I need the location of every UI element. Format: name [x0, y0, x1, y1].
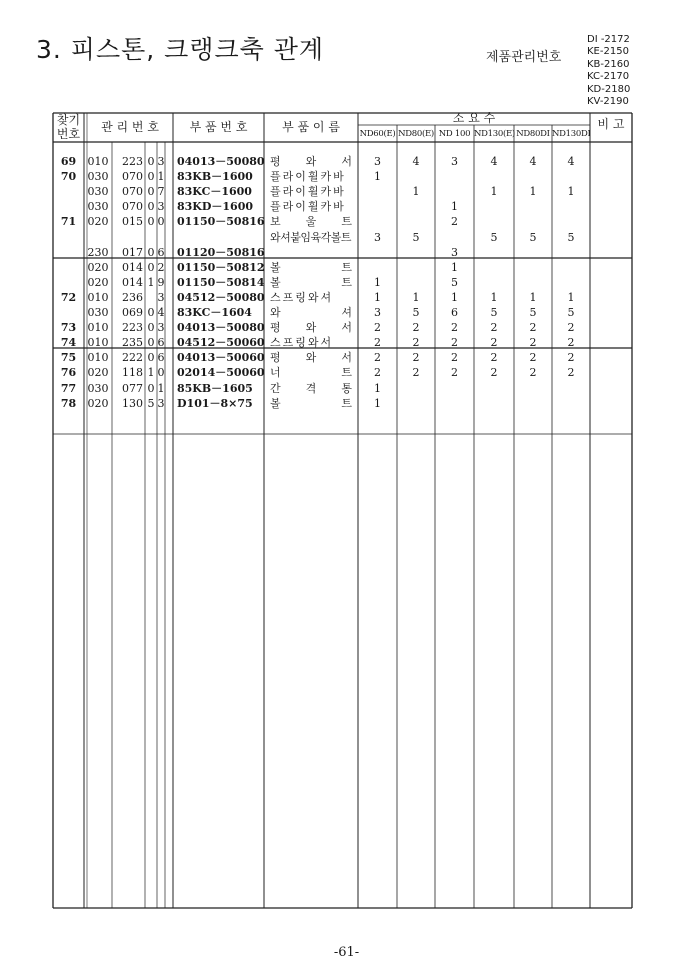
- part-name: 플라이휠카바: [270, 200, 346, 214]
- mgmt-no-digit1: 0: [147, 321, 155, 335]
- part-name: [270, 306, 352, 319]
- mgmt-no-digit2: 9: [157, 275, 165, 289]
- quantity-value: 2: [412, 321, 420, 335]
- model-number: KE-2150: [587, 46, 629, 58]
- part-name-fragment: 트: [341, 215, 352, 229]
- mgmt-no-group1: 010: [87, 336, 109, 350]
- part-number: 04013－50080: [177, 155, 265, 168]
- mgmt-no-group2: 014: [122, 275, 143, 289]
- part-name: 플라이휠카바: [270, 170, 346, 184]
- part-name-fragment: 서: [341, 351, 352, 365]
- quantity-value: 2: [412, 351, 420, 365]
- mgmt-no-group1: 020: [87, 260, 109, 274]
- quantity-value: 2: [490, 321, 498, 335]
- quantity-value: 2: [529, 366, 537, 380]
- quantity-value: 4: [567, 155, 575, 168]
- mgmt-no-group1: 020: [87, 215, 109, 229]
- header-qty-col: ND80DI: [516, 129, 550, 139]
- part-name-fragment: 트: [341, 275, 352, 289]
- mgmt-no-digit2: 3: [157, 200, 165, 214]
- quantity-value: 2: [567, 351, 575, 365]
- model-number: KC-2170: [587, 71, 630, 83]
- part-number: 01150－50814: [177, 275, 265, 289]
- part-name: [270, 276, 352, 289]
- mgmt-no-digit1: 1: [147, 366, 155, 380]
- part-name-fragment: 와: [305, 351, 317, 365]
- header-qty-col: ND130DI: [552, 129, 591, 139]
- part-name: [270, 321, 352, 334]
- quantity-value: 5: [567, 306, 575, 319]
- part-number: 83KD－1600: [177, 200, 254, 214]
- quantity-value: 1: [412, 290, 420, 304]
- mgmt-no-group2: 070: [122, 200, 143, 214]
- model-number: DI -2172: [587, 34, 630, 45]
- quantity-value: 2: [451, 321, 458, 335]
- find-number: 71: [60, 215, 77, 229]
- find-number: 72: [60, 290, 77, 304]
- quantity-value: 1: [374, 275, 381, 289]
- quantity-value: 1: [374, 170, 381, 184]
- part-name: 와셔붙임육각볼트: [270, 230, 352, 244]
- mgmt-no-group1: 010: [87, 351, 109, 365]
- part-name-fragment: 트: [341, 396, 352, 410]
- mgmt-no-group1: 230: [87, 245, 109, 259]
- mgmt-no-digit1: 0: [147, 185, 155, 199]
- mgmt-no-group2: 222: [122, 351, 143, 365]
- find-number: 77: [60, 381, 77, 395]
- part-number: D101－8×75: [177, 396, 253, 410]
- mgmt-no-group1: 030: [87, 200, 109, 214]
- find-number: 69: [60, 155, 77, 168]
- quantity-value: 3: [451, 245, 458, 259]
- mgmt-no-group1: 020: [87, 366, 109, 380]
- header-remarks: 비 고: [597, 117, 625, 131]
- quantity-value: 5: [567, 230, 575, 244]
- quantity-value: 5: [412, 306, 420, 319]
- mgmt-no-digit2: 6: [157, 336, 165, 350]
- part-number: 83KC－1604: [177, 306, 252, 319]
- mgmt-no-group1: 030: [87, 306, 109, 319]
- part-name-fragment: 격: [305, 381, 317, 395]
- quantity-value: 1: [412, 185, 420, 199]
- mgmt-no-digit1: 0: [147, 260, 155, 274]
- mgmt-no-digit1: 0: [147, 155, 155, 168]
- find-number: 78: [60, 396, 77, 410]
- mgmt-no-group1: 010: [87, 321, 109, 335]
- part-name-fragment: 통: [341, 381, 352, 395]
- quantity-value: 2: [451, 366, 458, 380]
- mgmt-no-group1: 010: [87, 290, 109, 304]
- part-name-fragment: 트: [341, 260, 352, 274]
- part-name-fragment: 와: [305, 321, 317, 335]
- part-name-fragment: 볼: [270, 275, 281, 289]
- part-name-fragment: 볼: [270, 260, 281, 274]
- quantity-value: 1: [567, 185, 575, 199]
- part-name: [270, 155, 352, 168]
- mgmt-no-digit1: 0: [147, 215, 155, 229]
- part-name-fragment: 울: [305, 215, 317, 229]
- mgmt-no-group2: 070: [122, 170, 143, 184]
- quantity-value: 5: [529, 306, 537, 319]
- part-number: 04512－50080: [177, 290, 265, 304]
- header-management-no: 관 리 번 호: [101, 120, 159, 134]
- quantity-value: 3: [374, 155, 381, 168]
- quantity-value: 2: [529, 321, 537, 335]
- mgmt-no-group1: 030: [87, 170, 109, 184]
- quantity-value: 1: [567, 290, 575, 304]
- quantity-value: 3: [374, 306, 381, 319]
- mgmt-no-digit1: 0: [147, 351, 155, 365]
- quantity-value: 1: [529, 185, 537, 199]
- mgmt-no-digit1: 1: [147, 275, 155, 289]
- quantity-value: 1: [490, 290, 498, 304]
- quantity-value: 1: [451, 260, 458, 274]
- part-name: 스프링와셔: [270, 290, 334, 304]
- quantity-value: 2: [374, 321, 381, 335]
- mgmt-no-digit2: 7: [157, 185, 165, 199]
- part-number: 83KC－1600: [177, 185, 252, 199]
- quantity-value: 1: [374, 290, 381, 304]
- quantity-value: 2: [412, 366, 420, 380]
- mgmt-no-group1: 020: [87, 275, 109, 289]
- part-name: [270, 382, 352, 395]
- header-find-no: 찾기: [56, 113, 81, 127]
- mgmt-no-group2: 235: [122, 336, 143, 350]
- quantity-value: 5: [412, 230, 420, 244]
- part-name: [270, 397, 352, 410]
- mgmt-no-digit2: 4: [157, 306, 165, 319]
- page-number: -61-: [333, 945, 360, 960]
- part-number: 04512－50060: [177, 336, 265, 350]
- header-part-name: 부 품 이 름: [282, 120, 340, 134]
- quantity-value: 2: [567, 336, 575, 350]
- quantity-value: 2: [451, 351, 458, 365]
- mgmt-no-group2: 130: [122, 396, 143, 410]
- part-number: 04013－50080: [177, 321, 265, 335]
- part-number: 85KB－1605: [177, 381, 253, 395]
- page-title: 3. 피스톤, 크랭크축 관계: [36, 35, 324, 64]
- quantity-value: 3: [374, 230, 381, 244]
- header-quantity-group: 소 요 수: [452, 111, 496, 125]
- part-name-fragment: 보: [270, 215, 281, 229]
- quantity-value: 5: [529, 230, 537, 244]
- part-name: [270, 366, 352, 379]
- model-number: KD-2180: [587, 83, 631, 95]
- mgmt-no-group2: 015: [122, 215, 143, 229]
- mgmt-no-digit1: 0: [147, 336, 155, 350]
- quantity-value: 2: [490, 366, 498, 380]
- part-number: 04013－50060: [177, 351, 265, 365]
- mgmt-no-group2: 223: [122, 321, 143, 335]
- quantity-value: 4: [529, 155, 537, 168]
- part-name: [270, 351, 352, 364]
- quantity-value: 2: [490, 351, 498, 365]
- part-name-fragment: 서: [341, 155, 352, 168]
- mgmt-no-digit2: 0: [157, 215, 165, 229]
- product-management-label: 제품관리번호: [486, 50, 562, 65]
- part-name-fragment: 서: [341, 321, 352, 335]
- mgmt-no-digit2: 3: [157, 290, 165, 304]
- header-qty-col: ND 100: [438, 129, 471, 139]
- mgmt-no-digit2: 3: [157, 321, 165, 335]
- part-name-fragment: 간: [270, 381, 281, 395]
- quantity-value: 1: [490, 185, 498, 199]
- quantity-value: 3: [451, 155, 458, 168]
- quantity-value: 4: [412, 155, 420, 168]
- mgmt-no-group2: 014: [122, 260, 143, 274]
- quantity-value: 2: [374, 336, 381, 350]
- part-name: 스프링와서: [270, 336, 334, 350]
- part-name-fragment: 평: [270, 155, 281, 168]
- part-name-fragment: 셔: [341, 306, 352, 319]
- mgmt-no-digit2: 6: [157, 351, 165, 365]
- mgmt-no-digit2: 1: [157, 170, 165, 184]
- part-name-fragment: 평: [270, 321, 281, 335]
- model-number: KV-2190: [587, 96, 629, 108]
- quantity-value: 5: [451, 275, 458, 289]
- quantity-value: 6: [451, 306, 458, 319]
- mgmt-no-digit1: 0: [147, 170, 155, 184]
- mgmt-no-group2: 118: [122, 366, 143, 380]
- mgmt-no-digit2: 6: [157, 245, 165, 259]
- find-number: 74: [60, 336, 77, 350]
- quantity-value: 2: [529, 336, 537, 350]
- quantity-value: 1: [451, 290, 458, 304]
- find-number: 70: [60, 170, 77, 184]
- quantity-value: 2: [567, 321, 575, 335]
- part-name: [270, 261, 352, 274]
- part-number: 01150－50812: [177, 260, 265, 274]
- mgmt-no-group2: 017: [122, 245, 143, 259]
- part-number: 01150－50816: [177, 215, 265, 229]
- mgmt-no-group2: 223: [122, 155, 143, 168]
- quantity-value: 1: [374, 396, 381, 410]
- mgmt-no-group1: 010: [87, 155, 109, 168]
- mgmt-no-group1: 030: [87, 381, 109, 395]
- mgmt-no-group2: 069: [122, 306, 143, 319]
- find-number: 73: [60, 321, 77, 335]
- mgmt-no-group2: 236: [122, 290, 143, 304]
- quantity-value: 1: [451, 200, 458, 214]
- header-part-no: 부 품 번 호: [189, 120, 248, 134]
- part-name-fragment: 너: [270, 366, 281, 380]
- header-qty-col: ND80(E): [398, 129, 434, 139]
- part-number: 01120－50816: [177, 245, 265, 259]
- quantity-value: 2: [567, 366, 575, 380]
- quantity-value: 5: [490, 230, 498, 244]
- quantity-value: 2: [412, 336, 420, 350]
- mgmt-no-digit2: 0: [157, 366, 165, 380]
- quantity-value: 2: [529, 351, 537, 365]
- quantity-value: 2: [374, 351, 381, 365]
- quantity-value: 1: [529, 290, 537, 304]
- quantity-value: 4: [490, 155, 498, 168]
- part-name-fragment: 와: [270, 306, 281, 319]
- quantity-value: 2: [374, 366, 381, 380]
- part-number: 83KB－1600: [177, 170, 253, 184]
- mgmt-no-digit1: 0: [147, 381, 155, 395]
- mgmt-no-group1: 030: [87, 185, 109, 199]
- mgmt-no-digit1: 0: [147, 200, 155, 214]
- part-number: 02014－50060: [177, 366, 265, 380]
- mgmt-no-digit1: 0: [147, 245, 155, 259]
- part-name-fragment: 트: [341, 366, 352, 380]
- part-name: 플라이휠카바: [270, 185, 346, 199]
- mgmt-no-group2: 070: [122, 185, 143, 199]
- quantity-value: 1: [374, 381, 381, 395]
- quantity-value: 2: [451, 215, 458, 229]
- mgmt-no-digit1: 5: [147, 396, 155, 410]
- mgmt-no-digit2: 1: [157, 381, 165, 395]
- part-name-fragment: 와: [305, 155, 317, 168]
- part-name: [270, 215, 352, 228]
- header-qty-col: ND60(E): [359, 129, 396, 139]
- quantity-value: 2: [451, 336, 458, 350]
- quantity-value: 5: [490, 306, 498, 319]
- mgmt-no-digit2: 3: [157, 396, 165, 410]
- quantity-value: 2: [490, 336, 498, 350]
- mgmt-no-digit1: 0: [147, 306, 155, 319]
- mgmt-no-digit2: 2: [157, 260, 165, 274]
- mgmt-no-digit2: 3: [157, 155, 165, 168]
- header-qty-col: ND130(E): [474, 129, 515, 139]
- find-number: 76: [60, 366, 77, 380]
- model-number: KB-2160: [587, 58, 630, 70]
- header-find-no: 번호: [56, 127, 81, 141]
- part-name-fragment: 평: [270, 351, 281, 365]
- part-name-fragment: 볼: [270, 396, 281, 410]
- mgmt-no-group2: 077: [122, 381, 143, 395]
- mgmt-no-group1: 020: [87, 396, 109, 410]
- find-number: 75: [60, 351, 77, 365]
